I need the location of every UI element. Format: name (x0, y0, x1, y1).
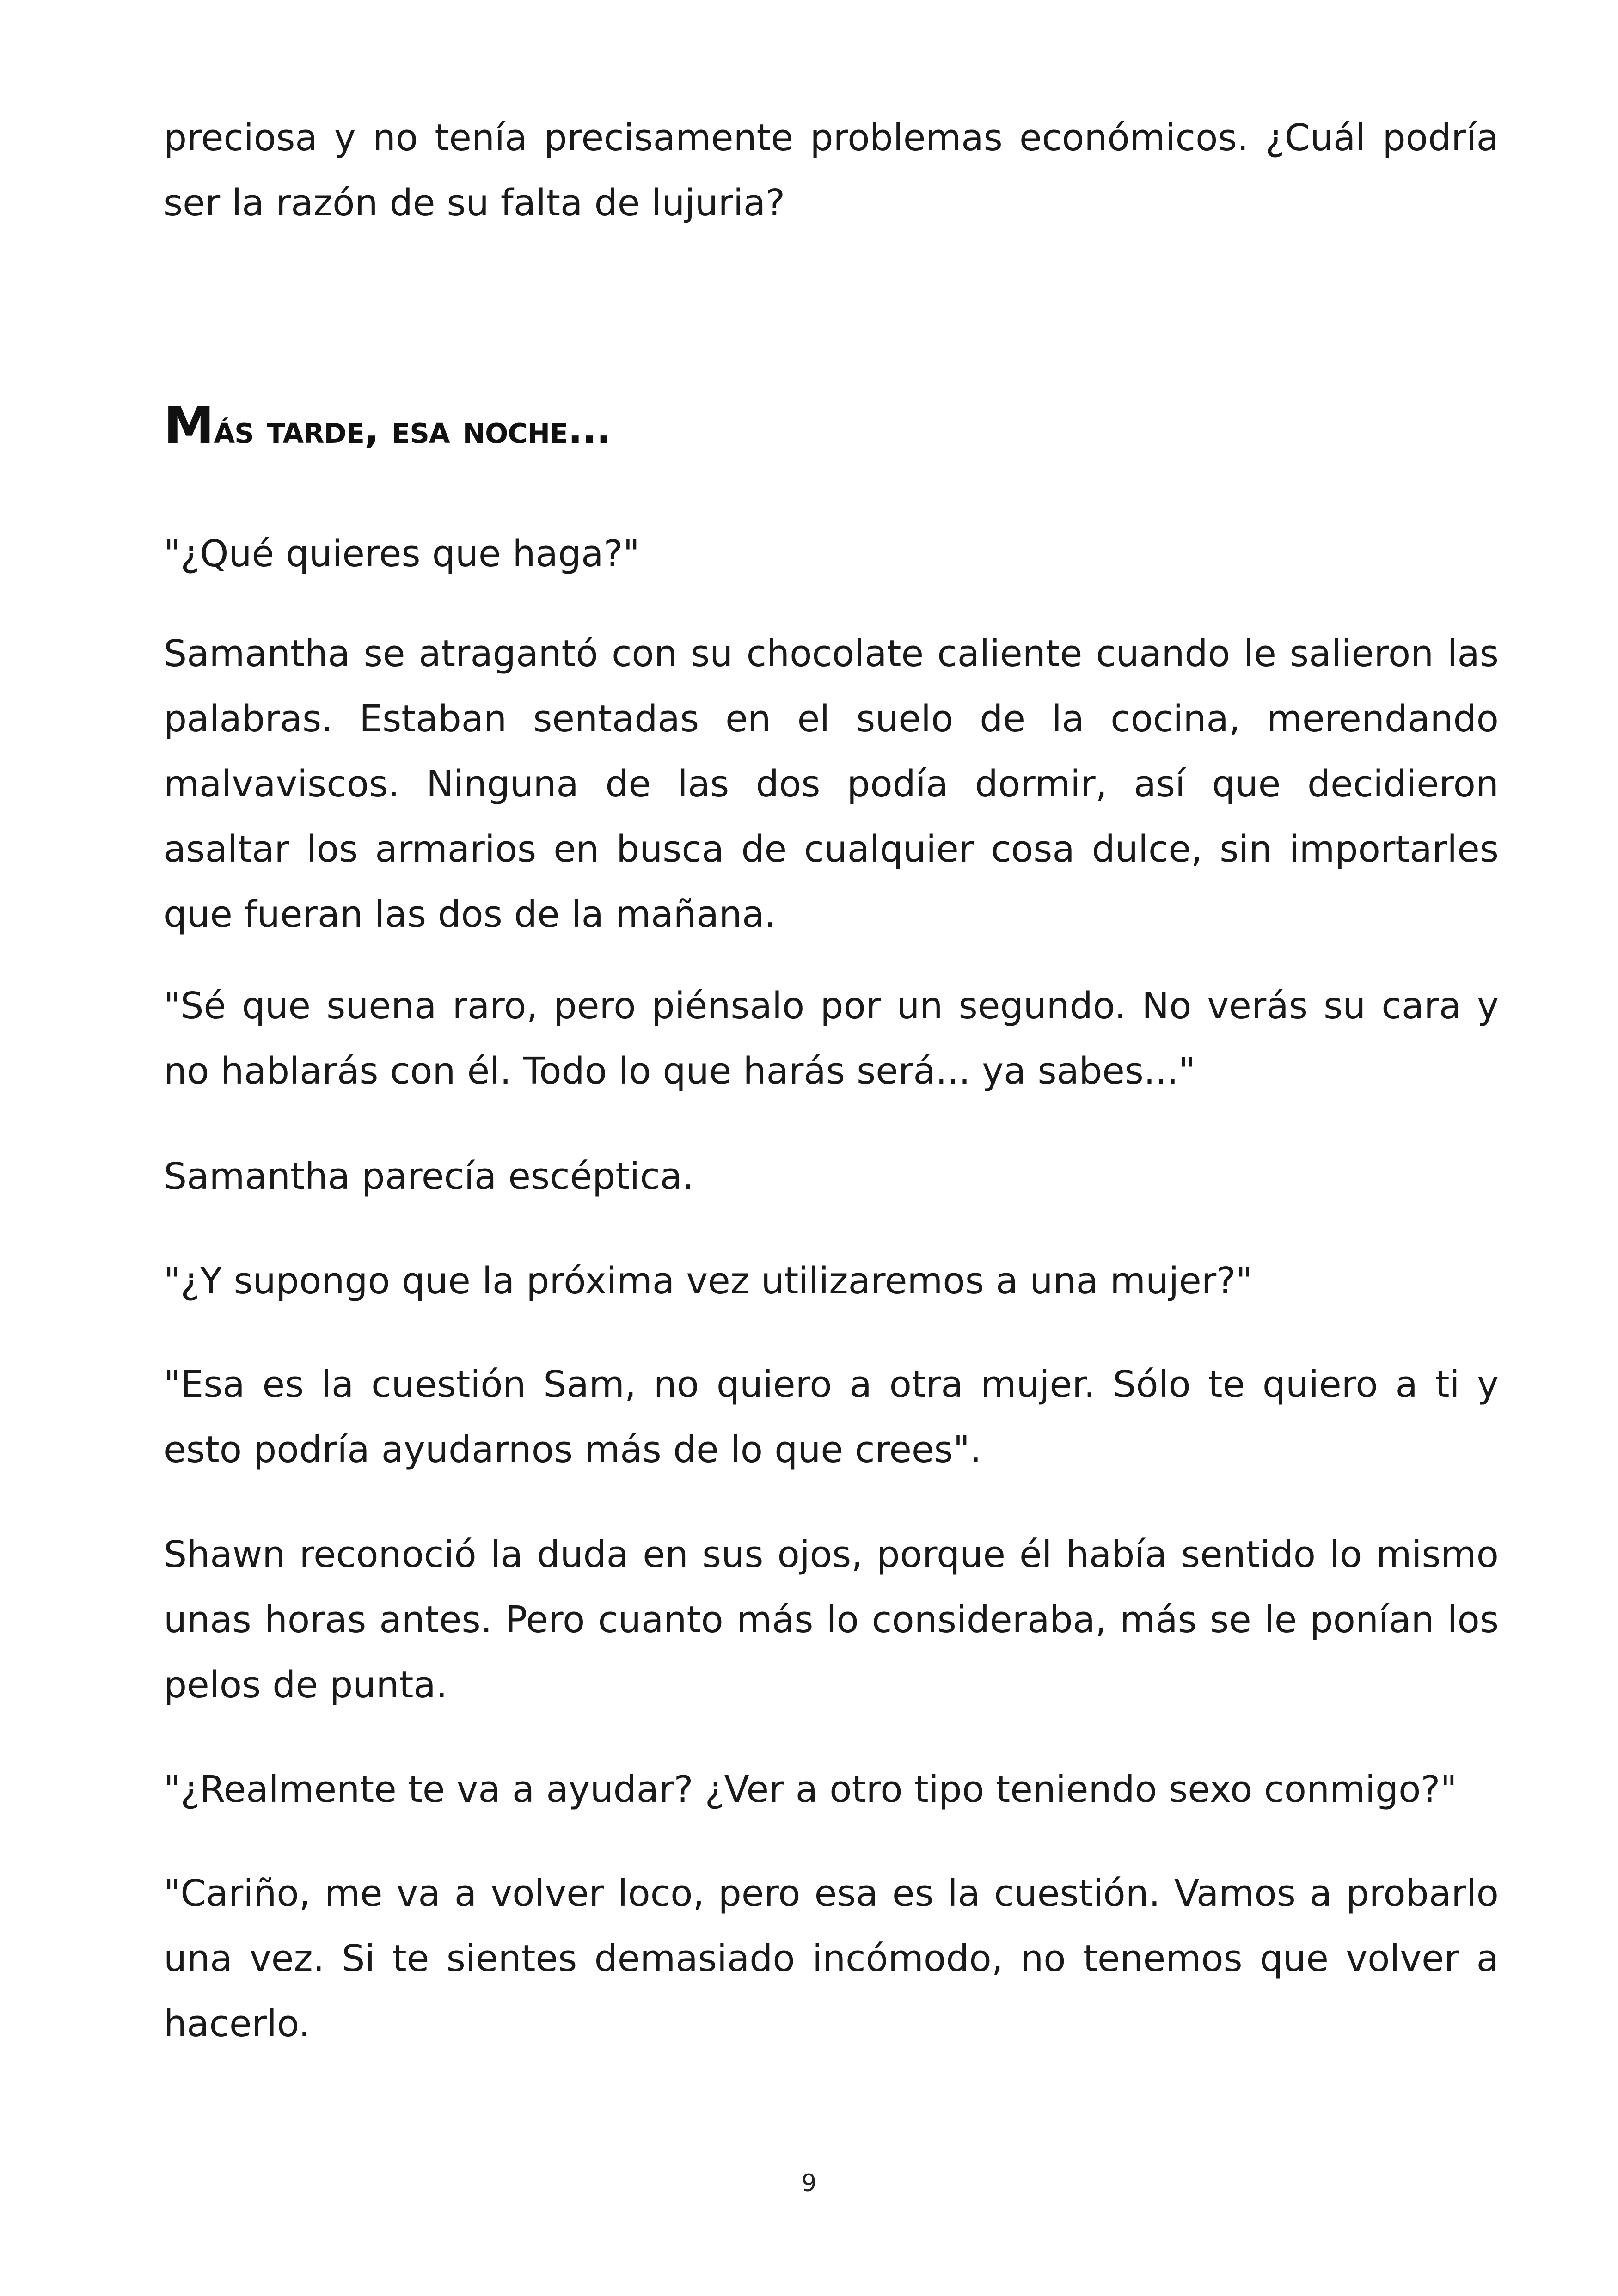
paragraph-carino: "Cariño, me va a volver loco, pero esa es la cuestión. Vamos a probarlo una vez. Si te sientes demasiado incómodo, no tenemos que volver a hacerlo. (164, 1872, 1499, 2045)
paragraph-se-que-suena-raro: "Sé que suena raro, pero piénsalo por un segundo. No verás su cara y no hablarás con él. Todo lo que harás será... ya sabes..." (164, 985, 1499, 1092)
section-heading-initial: M (164, 396, 214, 455)
paragraph-samantha-choked: Samantha se atragantó con su chocolate caliente cuando le salieron las palabras. Estaban sentadas en el suelo de la cocina, merendando malvaviscos. Ninguna de las dos podía dormir, así que decidieron asaltar los armarios en busca de cualquier cosa dulce, sin importarles que fueran las dos de la mañana. (164, 632, 1499, 936)
paragraph-realmente-ayudar: "¿Realmente te va a ayudar? ¿Ver a otro tipo teniendo sexo conmigo?" (164, 1768, 1457, 1811)
paragraph-question: "¿Qué quieres que haga?" (164, 533, 640, 575)
section-heading (164, 398, 611, 457)
paragraph-opening: preciosa y no tenía precisamente problemas económicos. ¿Cuál podría ser la razón de su falta de lujuria? (164, 116, 1499, 224)
section-heading-rest: ás tarde, esa noche... (214, 407, 611, 452)
paragraph-esa-es-la-cuestion: "Esa es la cuestión Sam, no quiero a otra mujer. Sólo te quiero a ti y esto podría ayudarnos más de lo que crees". (164, 1363, 1499, 1471)
paragraph-proxima-vez: "¿Y supongo que la próxima vez utilizaremos a una mujer?" (164, 1260, 1253, 1302)
page-number: 9 (801, 2169, 817, 2197)
paragraph-samantha-esceptica: Samantha parecía escéptica. (164, 1155, 694, 1198)
paragraph-shawn-reconocio: Shawn reconoció la duda en sus ojos, porque él había sentido lo mismo unas horas antes. Pero cuanto más lo consideraba, más se le ponían los pelos de punta. (164, 1533, 1499, 1706)
